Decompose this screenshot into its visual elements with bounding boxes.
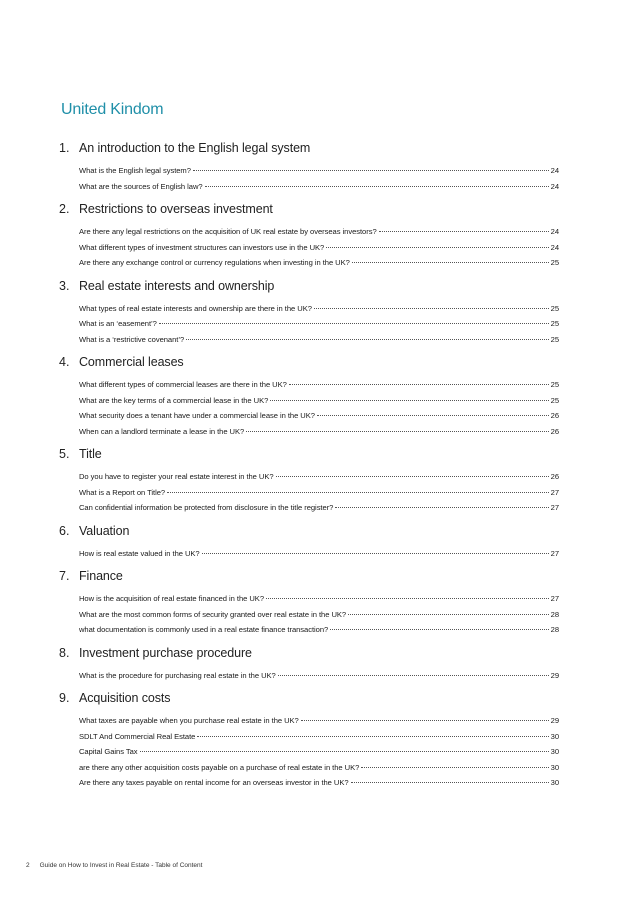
toc-entry[interactable] bbox=[79, 319, 559, 335]
toc-section bbox=[59, 141, 559, 197]
toc-entry-page: 27 bbox=[550, 503, 559, 512]
toc-section bbox=[59, 569, 559, 641]
dot-leader bbox=[289, 384, 549, 385]
section-title: Title bbox=[79, 447, 102, 461]
section-title: Finance bbox=[79, 569, 123, 583]
toc-entry-text: what documentation is commonly used in a real estate finance transaction? bbox=[79, 625, 329, 634]
toc-entry-text: What taxes are payable when you purchase real estate in the UK? bbox=[79, 716, 299, 725]
toc-entry-text: What is the English legal system? bbox=[79, 166, 191, 175]
toc-entry-page: 24 bbox=[550, 242, 559, 252]
toc-entry-page: 25 bbox=[550, 303, 559, 313]
toc-entry-page: 26 bbox=[550, 426, 559, 436]
dot-leader bbox=[205, 186, 549, 187]
section-number: 8. bbox=[59, 645, 70, 660]
section-title: Restrictions to overseas investment bbox=[79, 202, 273, 216]
section-title: An introduction to the English legal system bbox=[79, 141, 311, 155]
section-heading bbox=[59, 355, 559, 377]
dot-leader bbox=[193, 170, 549, 171]
dot-leader bbox=[348, 614, 549, 615]
toc-entry-text: What is the procedure for purchasing real estate in the UK? bbox=[79, 670, 276, 680]
toc-entry-text: Are there any exchange control or currency regulations when investing in the UK? bbox=[79, 258, 350, 267]
toc-entry-page: 25 bbox=[550, 334, 559, 344]
toc-entry[interactable] bbox=[79, 763, 559, 779]
toc-entry[interactable] bbox=[79, 472, 559, 488]
dot-leader bbox=[276, 476, 549, 477]
section-number: 9. bbox=[59, 691, 70, 705]
toc-entry-text: What different types of commercial leases are there in the UK? bbox=[79, 380, 287, 389]
toc-entry-page: 24 bbox=[550, 166, 559, 175]
toc-entry[interactable] bbox=[79, 594, 559, 610]
toc-entry-text: When can a landlord terminate a lease in the UK? bbox=[79, 426, 245, 436]
page-footer bbox=[26, 862, 202, 869]
toc-entry-text: What is a ‘restrictive covenant’? bbox=[79, 334, 185, 344]
section-heading bbox=[59, 447, 559, 469]
dot-leader bbox=[159, 323, 549, 324]
toc-entry-text: Do you have to register your real estate interest in the UK? bbox=[79, 472, 274, 481]
section-number: 1. bbox=[59, 141, 70, 155]
toc-entry-text: What are the key terms of a commercial lease in the UK? bbox=[79, 395, 269, 405]
dot-leader bbox=[317, 415, 549, 416]
toc-entry-text: Can confidential information be protected from disclosure in the title register? bbox=[79, 503, 334, 512]
toc-entry-text: What is a Report on Title? bbox=[79, 487, 166, 497]
section-heading bbox=[59, 524, 559, 546]
toc-entry-page: 30 bbox=[550, 762, 559, 772]
toc-entry-text: What are the most common forms of security granted over real estate in the UK? bbox=[79, 609, 347, 619]
toc-entry[interactable] bbox=[79, 411, 559, 427]
toc-entry-text: are there any other acquisition costs payable on a purchase of real estate in the UK? bbox=[79, 762, 360, 772]
toc-entry[interactable] bbox=[79, 503, 559, 519]
toc-entry-page: 30 bbox=[550, 747, 559, 756]
toc-section bbox=[59, 447, 559, 519]
toc-entry-text: What different types of investment structures can investors use in the UK? bbox=[79, 242, 325, 252]
toc-entry[interactable] bbox=[79, 427, 559, 443]
toc-entry-page: 26 bbox=[550, 411, 559, 420]
section-heading bbox=[59, 569, 559, 591]
dot-leader bbox=[140, 751, 549, 752]
toc-section bbox=[59, 279, 559, 351]
section-title: Real estate interests and ownership bbox=[79, 278, 275, 293]
toc-section bbox=[59, 646, 559, 687]
dot-leader bbox=[202, 553, 549, 554]
dot-leader bbox=[379, 231, 549, 232]
section-number: 4. bbox=[59, 355, 70, 369]
section-title: Commercial leases bbox=[79, 355, 184, 369]
toc-entry-text: How is the acquisition of real estate financed in the UK? bbox=[79, 594, 264, 603]
dot-leader bbox=[167, 492, 549, 493]
dot-leader bbox=[301, 720, 549, 721]
footer-page-number: 2 bbox=[26, 862, 30, 869]
toc-entry-page: 27 bbox=[550, 548, 559, 558]
section-heading bbox=[59, 691, 559, 713]
toc-entry[interactable] bbox=[79, 671, 559, 687]
toc-entry-page: 29 bbox=[550, 716, 559, 725]
footer-text: Guide on How to Invest in Real Estate - Table of Content bbox=[39, 862, 203, 869]
toc-entry[interactable] bbox=[79, 732, 559, 748]
table-of-contents bbox=[59, 141, 559, 799]
toc-entry-page: 24 bbox=[550, 227, 559, 236]
section-title: Acquisition costs bbox=[79, 691, 171, 705]
dot-leader bbox=[314, 308, 549, 309]
section-number: 7. bbox=[59, 569, 70, 583]
toc-entry[interactable] bbox=[79, 625, 559, 641]
dot-leader bbox=[270, 400, 548, 401]
toc-entry-text: SDLT And Commercial Real Estate bbox=[79, 731, 196, 741]
section-number: 6. bbox=[59, 523, 70, 538]
dot-leader bbox=[197, 736, 548, 737]
toc-entry[interactable] bbox=[79, 227, 559, 243]
toc-section bbox=[59, 202, 559, 274]
toc-entry-page: 30 bbox=[550, 778, 559, 787]
dot-leader bbox=[330, 629, 548, 630]
toc-entry-text: Capital Gains Tax bbox=[79, 747, 138, 756]
toc-entry-page: 29 bbox=[550, 670, 559, 680]
toc-entry[interactable] bbox=[79, 549, 559, 565]
toc-entry[interactable] bbox=[79, 380, 559, 396]
section-number: 2. bbox=[59, 202, 70, 216]
toc-entry[interactable] bbox=[79, 166, 559, 182]
toc-entry-page: 25 bbox=[550, 380, 559, 389]
toc-entry-page: 30 bbox=[550, 731, 559, 741]
toc-entry-text: Are there any legal restrictions on the acquisition of UK real estate by overseas investors? bbox=[79, 227, 377, 236]
section-heading bbox=[59, 202, 559, 224]
section-heading bbox=[59, 141, 559, 163]
dot-leader bbox=[326, 247, 548, 248]
toc-entry[interactable] bbox=[79, 610, 559, 626]
toc-entry-text: What types of real estate interests and ownership are there in the UK? bbox=[79, 303, 312, 313]
toc-entry[interactable] bbox=[79, 182, 559, 198]
toc-entry-page: 27 bbox=[550, 487, 559, 497]
toc-entry[interactable] bbox=[79, 716, 559, 732]
toc-entry[interactable] bbox=[79, 258, 559, 274]
section-title: Valuation bbox=[79, 523, 130, 538]
toc-entry-page: 25 bbox=[550, 258, 559, 267]
toc-entry-page: 25 bbox=[550, 395, 559, 405]
toc-entry-page: 24 bbox=[550, 181, 559, 191]
toc-entry[interactable] bbox=[79, 747, 559, 763]
toc-entry-text: What is an ‘easement’? bbox=[79, 319, 157, 328]
section-title: Investment purchase procedure bbox=[79, 645, 252, 660]
toc-entry[interactable] bbox=[79, 243, 559, 259]
section-heading bbox=[59, 279, 559, 301]
toc-entry[interactable] bbox=[79, 396, 559, 412]
toc-section bbox=[59, 524, 559, 565]
page-title: United Kindom bbox=[61, 101, 164, 118]
toc-entry-text: What are the sources of English law? bbox=[79, 181, 203, 191]
toc-entry[interactable] bbox=[79, 778, 559, 794]
toc-entry-page: 28 bbox=[550, 625, 559, 634]
dot-leader bbox=[352, 262, 549, 263]
section-number: 3. bbox=[59, 278, 70, 293]
section-heading bbox=[59, 646, 559, 668]
toc-entry-page: 25 bbox=[550, 319, 559, 328]
dot-leader bbox=[246, 431, 548, 432]
toc-entry[interactable] bbox=[79, 304, 559, 320]
toc-entry-text: Are there any taxes payable on rental income for an overseas investor in the UK? bbox=[79, 778, 349, 787]
toc-entry-page: 28 bbox=[550, 609, 559, 619]
toc-entry[interactable] bbox=[79, 488, 559, 504]
toc-entry-text: How is real estate valued in the UK? bbox=[79, 548, 200, 558]
dot-leader bbox=[351, 782, 549, 783]
dot-leader bbox=[278, 675, 549, 676]
dot-leader bbox=[266, 598, 549, 599]
toc-entry-page: 26 bbox=[550, 472, 559, 481]
toc-entry-page: 27 bbox=[550, 594, 559, 603]
toc-section bbox=[59, 691, 559, 794]
toc-entry-text: What security does a tenant have under a commercial lease in the UK? bbox=[79, 411, 315, 420]
section-number: 5. bbox=[59, 447, 70, 461]
dot-leader bbox=[335, 507, 548, 508]
dot-leader bbox=[186, 339, 549, 340]
dot-leader bbox=[361, 767, 548, 768]
toc-entry[interactable] bbox=[79, 335, 559, 351]
toc-section bbox=[59, 355, 559, 442]
